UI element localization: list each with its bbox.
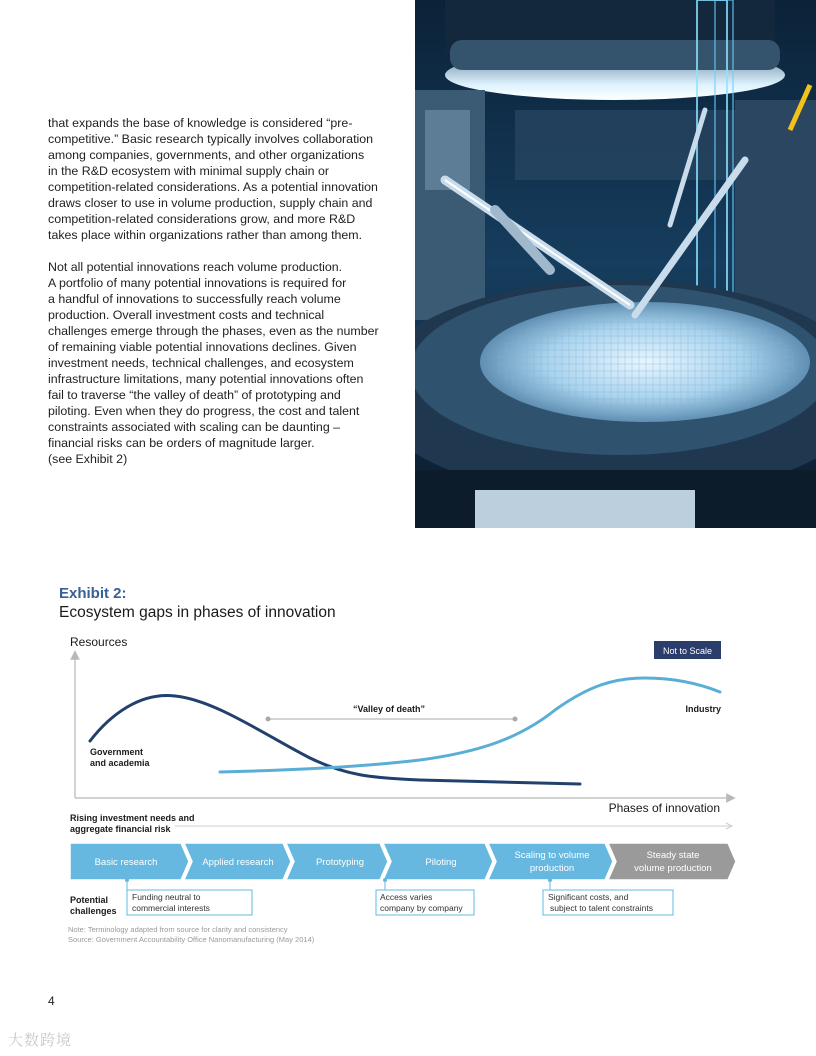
valley-end-dot xyxy=(513,717,518,722)
exhibit-note: Note: Terminology adapted from source for clarity and consistency xyxy=(68,925,288,934)
challenge-connector-dot xyxy=(548,878,552,882)
body-paragraph-2 xyxy=(48,259,404,467)
phase-label: volume production xyxy=(634,863,712,874)
phase-label: production xyxy=(529,863,575,874)
phase-label: Piloting xyxy=(425,857,457,868)
phase-chevron-row xyxy=(70,843,736,880)
innovation-phases-diagram xyxy=(0,620,816,960)
challenge-text: commercial interests xyxy=(132,903,210,913)
industry-label: Industry xyxy=(685,704,721,714)
y-axis-label: Resources xyxy=(70,635,128,649)
exhibit-title: Ecosystem gaps in phases of innovation xyxy=(59,604,336,621)
challenges-label-line1: Potential xyxy=(70,895,109,905)
watermark: 大数跨境 xyxy=(8,1032,73,1049)
government-label-line1: Government xyxy=(90,747,144,757)
challenges-label-line2: challenges xyxy=(70,906,117,916)
phase-label: Basic research xyxy=(94,857,158,868)
challenge-text: Access varies xyxy=(380,892,433,902)
paragraph-text: that expands the base of knowledge is considered “pre- competitive.” Basic research typically involves collaboration among companies, governments, and other organizations in the R&D ecosystem with minimal supply chain or competition-related considerations. As a potential innovation draws closer to use in volume production, supply chain and competition-related considerations grow, and more R&D takes place within organizations rather than among them. xyxy=(48,116,378,242)
page-number: 4 xyxy=(48,994,55,1008)
phase-label: Scaling to volume xyxy=(514,850,590,861)
challenge-text: Significant costs, and xyxy=(548,892,629,902)
phase-label: Steady state xyxy=(646,850,700,861)
body-paragraph-1 xyxy=(48,115,404,243)
investment-label-line2: aggregate financial risk xyxy=(70,824,171,834)
industry-curve xyxy=(220,678,720,772)
exhibit-label: Exhibit 2: xyxy=(59,585,127,602)
challenge-text: Funding neutral to xyxy=(132,892,201,902)
challenge-connector-dot xyxy=(125,878,129,882)
government-label-line2: and academia xyxy=(90,758,150,768)
valley-of-death-label: “Valley of death” xyxy=(352,704,426,714)
investment-label-line1: Rising investment needs and xyxy=(70,813,195,823)
phase-steady-state xyxy=(608,843,736,880)
not-to-scale-text: Not to Scale xyxy=(662,646,713,656)
semiconductor-wafer-photo xyxy=(415,0,816,528)
phase-scaling xyxy=(488,843,613,880)
challenge-text: company by company xyxy=(380,903,463,913)
paragraph-text: Not all potential innovations reach volume production. A portfolio of many potential innovations is required for a handful of innovations to successfully reach volume production. Overall investment costs and technical challenges emerge through the phases, even as the number of remaining viable potential innovations declines. Given investment needs, technical challenges, and ecosystem infrastructure limitations, many potential innovations often fail to traverse “the valley of death” of prototyping and piloting. Even when they do progress, the cost and talent constraints associated with scaling can be daunting – financial risks can be orders of magnitude larger. (see Exhibit 2) xyxy=(48,260,379,466)
exhibit-source: Source: Government Accountability Office Nanomanufacturing (May 2014) xyxy=(68,935,315,944)
phase-label: Applied research xyxy=(202,857,274,868)
x-axis-label: Phases of innovation xyxy=(608,801,720,815)
valley-start-dot xyxy=(266,717,271,722)
challenge-connector-dot xyxy=(383,878,387,882)
phase-label: Prototyping xyxy=(315,857,365,868)
challenge-text: subject to talent constraints xyxy=(550,903,654,913)
